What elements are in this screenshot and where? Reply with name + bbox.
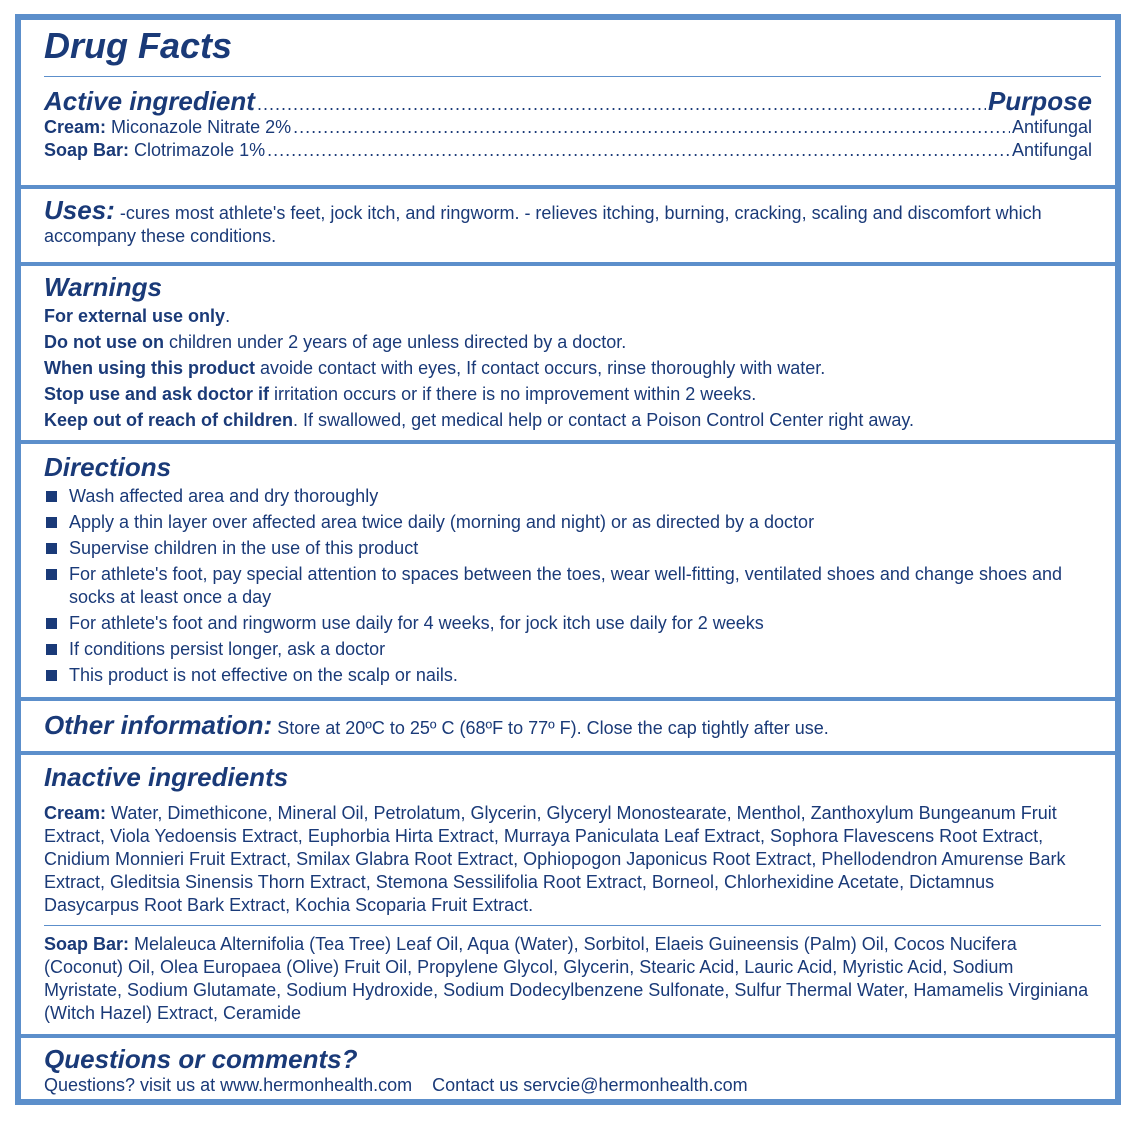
leader-dots bbox=[293, 116, 1010, 139]
warning-text: irritation occurs or if there is no improvement within 2 weeks. bbox=[269, 384, 757, 404]
direction-text: If conditions persist longer, ask a doctor bbox=[69, 639, 386, 659]
active-row-ingredient: Clotrimazole 1% bbox=[134, 140, 266, 160]
active-row-purpose: Antifungal bbox=[1011, 140, 1092, 160]
directions-section bbox=[21, 452, 1115, 687]
warning-line bbox=[44, 409, 1092, 432]
direction-item bbox=[44, 511, 1092, 534]
leader-dots bbox=[257, 93, 986, 116]
questions-text: Questions? visit us at www.hermonhealth.com Contact us servcie@hermonhealth.com bbox=[44, 1075, 748, 1095]
direction-text: For athlete's foot, pay special attention to spaces between the toes, wear well-fitting, ventilated shoes and change shoes and socks at least once a day bbox=[69, 564, 1063, 607]
uses-heading: Uses: bbox=[44, 195, 115, 225]
other-information-section bbox=[21, 710, 1115, 740]
section-divider bbox=[21, 440, 1115, 444]
direction-text: This product is not effective on the scalp or nails. bbox=[69, 665, 458, 685]
section-divider bbox=[21, 751, 1115, 755]
section-divider bbox=[21, 185, 1115, 189]
inactive-soap-text: Melaleuca Alternifolia (Tea Tree) Leaf Oil, Aqua (Water), Sorbitol, Elaeis Guineensis (Palm) Oil, Cocos Nucifera (Coconut) Oil, Olea Europaea (Olive) Fruit Oil, Propylene Glycol, Glycerin, Stearic Acid, Lauric Acid, Myristic Acid, Sodium Myristate, Sodium Glutamate, Sodium Hydroxide, Sodium Dodecylbenzene Sulfonate, Sulfur Thermal Water, Hamamelis Virginiana (Witch Hazel) Extract, Ceramide bbox=[44, 934, 1089, 1023]
leader-dots bbox=[267, 139, 1010, 162]
direction-item bbox=[44, 537, 1092, 560]
active-row-purpose: Antifungal bbox=[1011, 117, 1092, 137]
warning-text: children under 2 years of age unless directed by a doctor. bbox=[164, 332, 627, 352]
directions-heading: Directions bbox=[44, 452, 172, 482]
direction-text: Supervise children in the use of this product bbox=[69, 538, 419, 558]
other-information-text: Store at 20ºC to 25º C (68ºF to 77º F). Close the cap tightly after use. bbox=[277, 718, 829, 738]
inactive-ingredients-heading: Inactive ingredients bbox=[44, 762, 289, 792]
active-row-label: Soap Bar: bbox=[44, 140, 130, 160]
inactive-soap bbox=[21, 933, 1115, 1025]
warning-bold: When using this product bbox=[44, 358, 255, 378]
title-rule bbox=[44, 76, 1101, 77]
warning-bold: For external use only bbox=[44, 306, 226, 326]
direction-item bbox=[44, 563, 1092, 609]
active-row-ingredient: Miconazole Nitrate 2% bbox=[111, 117, 292, 137]
direction-item bbox=[44, 664, 1092, 687]
direction-text: Wash affected area and dry thoroughly bbox=[69, 486, 379, 506]
active-ingredient-section bbox=[21, 86, 1115, 162]
section-divider bbox=[21, 262, 1115, 266]
other-information-heading: Other information: bbox=[44, 710, 273, 740]
warning-line bbox=[44, 383, 1092, 406]
active-ingredient-heading: Active ingredient bbox=[44, 86, 255, 116]
bullet-square-icon bbox=[46, 670, 57, 681]
bullet-square-icon bbox=[46, 517, 57, 528]
bullet-square-icon bbox=[46, 618, 57, 629]
bullet-square-icon bbox=[46, 569, 57, 580]
uses-text: -cures most athlete's feet, jock itch, and ringworm. - relieves itching, burning, cracking, scaling and discomfort which accompany these conditions. bbox=[44, 203, 1042, 246]
inactive-rule bbox=[44, 925, 1101, 926]
purpose-heading: Purpose bbox=[987, 86, 1092, 116]
section-divider bbox=[21, 1034, 1115, 1038]
warnings-heading: Warnings bbox=[44, 272, 162, 302]
section-divider bbox=[21, 697, 1115, 701]
bullet-square-icon bbox=[46, 644, 57, 655]
warning-bold: Stop use and ask doctor if bbox=[44, 384, 270, 404]
page-title: Drug Facts bbox=[44, 25, 233, 66]
direction-item bbox=[44, 612, 1092, 635]
warning-line bbox=[44, 331, 1092, 354]
inactive-ingredients-section bbox=[21, 762, 1115, 917]
bullet-square-icon bbox=[46, 543, 57, 554]
active-row-label: Cream: bbox=[44, 117, 107, 137]
warning-text: . bbox=[225, 306, 231, 326]
inactive-cream-label: Cream: bbox=[44, 803, 107, 823]
direction-text: Apply a thin layer over affected area twice daily (morning and night) or as directed by a doctor bbox=[69, 512, 815, 532]
warning-bold: Do not use on bbox=[44, 332, 164, 352]
questions-heading: Questions or comments? bbox=[44, 1044, 358, 1074]
active-row-cream bbox=[44, 116, 1092, 139]
warning-text: . If swallowed, get medical help or contact a Poison Control Center right away. bbox=[293, 410, 915, 430]
warning-line bbox=[44, 357, 1092, 380]
direction-text: For athlete's foot and ringworm use daily for 4 weeks, for jock itch use daily for 2 weeks bbox=[69, 613, 764, 633]
inactive-soap-label: Soap Bar: bbox=[44, 934, 130, 954]
direction-item bbox=[44, 638, 1092, 661]
direction-item bbox=[44, 485, 1092, 508]
drug-facts-panel bbox=[15, 14, 1121, 1105]
inactive-cream bbox=[44, 802, 1092, 917]
active-row-soap bbox=[44, 139, 1092, 162]
questions-section bbox=[21, 1044, 1115, 1097]
uses-section bbox=[21, 195, 1115, 248]
warning-line bbox=[44, 305, 1092, 328]
bullet-square-icon bbox=[46, 491, 57, 502]
inactive-cream-text: Water, Dimethicone, Mineral Oil, Petrolatum, Glycerin, Glyceryl Monostearate, Menthol, Zanthoxylum Bungeanum Fruit Extract, Viola Yedoensis Extract, Euphorbia Hirta Extract, Murraya Paniculata Leaf Extract, Sophora Flavescens Root Extract, Cnidium Monnieri Fruit Extract, Smilax Glabra Root Extract, Ophiopogon Japonicus Root Extract, Phellodendron Amurense Bark Extract, Gleditsia Sinensis Thorn Extract, Stemona Sessilifolia Root Extract, Borneol, Chlorhexidine Acetate, Dictamnus Dasycarpus Root Bark Extract, Kochia Scoparia Fruit Extract. bbox=[44, 803, 1066, 915]
warnings-section bbox=[21, 272, 1115, 432]
warning-bold: Keep out of reach of children bbox=[44, 410, 294, 430]
title-section bbox=[21, 26, 1115, 66]
warning-text: avoide contact with eyes, If contact occurs, rinse thoroughly with water. bbox=[254, 358, 826, 378]
